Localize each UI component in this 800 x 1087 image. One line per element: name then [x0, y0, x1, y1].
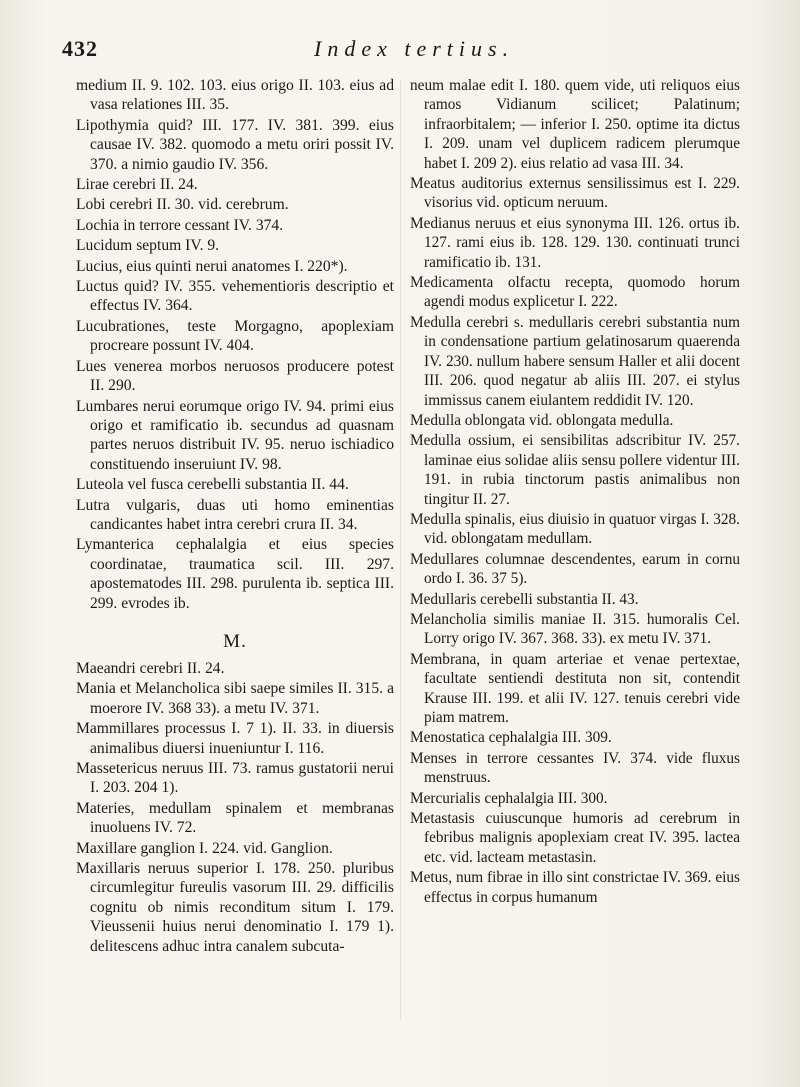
index-entry: Massetericus neruus III. 73. ramus gustatorii nerui I. 203. 204 1). — [76, 760, 394, 797]
index-entry: Maeandri cerebri II. 24. — [76, 659, 225, 677]
index-entry: Lues venerea morbos neruosos producere potest II. 290. — [76, 357, 394, 395]
column-divider — [400, 80, 401, 1020]
index-entry: Lucidum septum IV. 9. — [76, 237, 220, 255]
page-number: 432 — [62, 36, 98, 61]
index-entry: Medullares columnae descendentes, earum in cornu ordo I. 36. 37 5). — [410, 550, 740, 588]
index-entry: Lumbares nerui eorumque origo IV. 94. primi eius origo et ramificatio ib. secundus ad quasnam partes neruos distribuit IV. 95. neruo ischiadico constituendo inseruiunt IV. 98. — [76, 397, 394, 473]
running-title: Index tertius. — [314, 36, 515, 61]
index-entry: Mammillares processus I. 7 1). II. 33. in diuersis animalibus diuersi inueniuntur I. 116. — [76, 720, 394, 757]
index-entry: Metastasis cuiuscunque humoris ad cerebrum in febribus malignis apoplexiam creat IV. 395. lactea etc. vid. lacteam metastasin. — [410, 810, 740, 866]
index-entry: Medulla spinalis, eius diuisio in quatuor virgas I. 328. vid. oblongatam medullam. — [410, 510, 740, 548]
index-entry: Meatus auditorius externus sensilissimus est I. 229. visorius vid. opticum neruum. — [410, 175, 740, 212]
left-column — [76, 76, 394, 957]
index-entry: Medullaris cerebelli substantia II. 43. — [410, 590, 639, 608]
index-entry: Materies, medullam spinalem et membranas inuoluens IV. 72. — [76, 799, 394, 837]
index-entry: Maxillare ganglion I. 224. vid. Ganglion. — [76, 839, 333, 857]
index-entry: Lipothymia quid? III. 177. IV. 381. 399. eius causae IV. 382. quomodo a metu oriri possit IV. 370. a nimio gaudio IV. 356. — [76, 116, 394, 173]
index-entry: Lirae cerebri II. 24. — [76, 176, 198, 194]
index-entry: Lobi cerebri II. 30. vid. cerebrum. — [76, 196, 289, 214]
index-entry: Lutra vulgaris, duas uti homo eminentias candicantes habet intra cerebri crura II. 34. — [76, 496, 394, 533]
page-header — [62, 36, 740, 66]
index-entry: Medicamenta olfactu recepta, quomodo horum agendi modus explicetur I. 222. — [410, 274, 740, 311]
index-entry: Medulla oblongata vid. oblongata medulla. — [410, 411, 674, 429]
index-entry: Lucius, eius quinti nerui anatomes I. 220*). — [76, 257, 348, 275]
index-entry: Menostatica cephalalgia III. 309. — [410, 729, 612, 747]
index-entry: neum malae edit I. 180. quem vide, uti reliquos eius ramos Vidianum scilicet; Palatinum; infraorbitalem; — inferior I. 250. optime ita dictus I. 209. unam vel duplicem radicem plerumque habet I. 209 2). eius relatio ad vasa III. 34. — [410, 77, 740, 172]
index-entry: medium II. 9. 102. 103. eius origo II. 103. eius ad vasa relationes III. 35. — [76, 77, 394, 114]
index-entry: Luteola vel fusca cerebelli substantia II. 44. — [76, 476, 349, 494]
index-entry: Medulla cerebri s. medullaris cerebri substantia num in condensatione partium gelatinosarum quaerenda IV. 230. nullum habere sensum Haller et alii docent III. 206. quod negatur ab aliis III. 207. ei stylus immissus canem eiulantem reddidit IV. 120. — [410, 313, 740, 409]
right-column — [410, 76, 740, 908]
index-entry: Maxillaris neruus superior I. 178. 250. pluribus circumlegitur fureulis vasorum III. 29. difficilis cognitu ob nimis reconditum situm I. 179. Vieussenii huius nerui denominatio I. 179 1). delitescens adhuc intra canalem subcuta- — [76, 860, 394, 955]
index-entry: Luctus quid? IV. 355. vehementioris descriptio et effectus IV. 364. — [76, 278, 394, 315]
index-entry: Metus, num fibrae in illo sint constrictae IV. 369. eius effectus in corpus humanum — [410, 869, 740, 906]
index-entry: Mercurialis cephalalgia III. 300. — [410, 789, 608, 807]
index-entry: Lymanterica cephalalgia et eius species coordinatae, traumatica scil. III. 297. apostematodes III. 298. purulenta ib. septica III. 299. evrodes ib. — [76, 536, 394, 612]
index-entry: Membrana, in quam arteriae et venae pertextae, facultate sentiendi destituta non sit, contendit Krause III. 199. et alii IV. 127. tenuis cerebri vide piam matrem. — [410, 650, 740, 726]
section-letter-heading: M. — [223, 630, 247, 652]
index-entry: Melancholia similis maniae II. 315. humoralis Cel. Lorry origo IV. 367. 368. 33). ex metu IV. 371. — [410, 610, 740, 648]
index-entry: Mania et Melancholica sibi saepe similes II. 315. a moerore IV. 368 33). a metu IV. 371. — [76, 680, 394, 717]
index-entry: Menses in terrore cessantes IV. 374. vide fluxus menstruus. — [410, 749, 740, 787]
index-entry: Medianus neruus et eius synonyma III. 126. ortus ib. 127. rami eius ib. 128. 129. 130. continuati trunci ramificatio ib. 131. — [410, 214, 740, 271]
index-entry: Lucubrationes, teste Morgagno, apoplexiam procreare possunt IV. 404. — [76, 317, 394, 355]
index-entry: Medulla ossium, ei sensibilitas adscribitur IV. 257. laminae eius solidae aliis sensu pollere videntur III. 191. in rubia tinctorum pastis animalibus non tingitur II. 27. — [410, 432, 740, 508]
index-entry: Lochia in terrore cessant IV. 374. — [76, 216, 284, 234]
